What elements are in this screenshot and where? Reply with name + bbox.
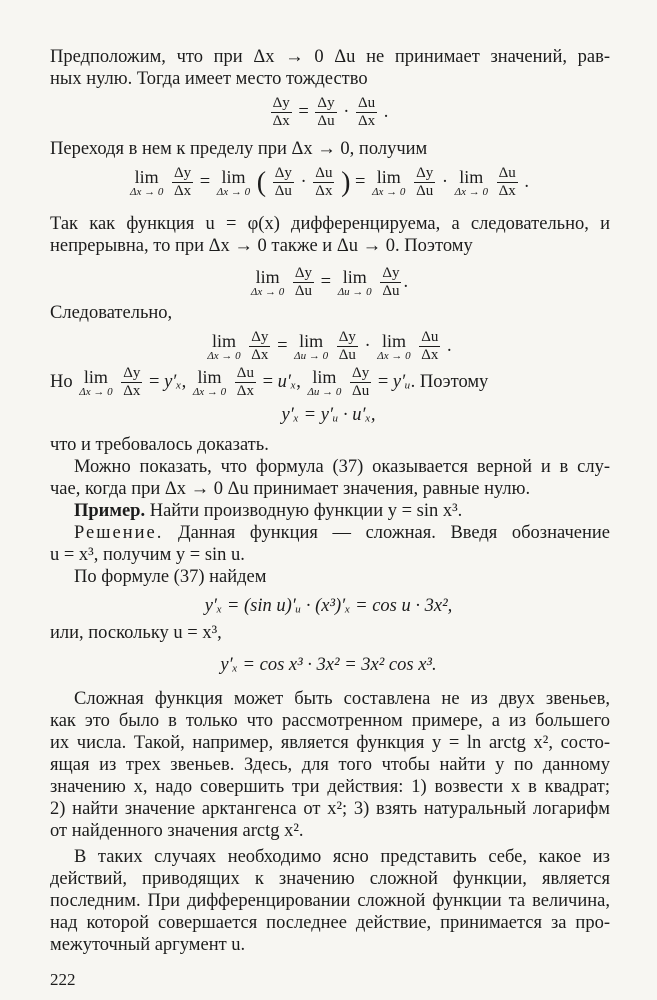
text-line: что и требовалось доказать.: [50, 435, 269, 455]
formula-derivative-2: y′ₓ = cos x³ · 3x² = 3x² cos x³.: [220, 655, 437, 675]
text-line: Можно показать, что формула (37) оказывается верной и в слу-: [74, 457, 610, 477]
text-line: значению x, надо совершить три действия: 1) возвести x в квадрат;: [50, 777, 610, 797]
text-line: По формуле (37) найдем: [74, 567, 267, 587]
formula-derivative-defs: Но lim Δx → 0 $\frac{\Delta y}{\Delta x}$ = y′ₓ, lim Δx → 0 $\frac{\Delta u}{\Delta x}$ = u′ₓ, lim Δu → 0 $\frac{\Delta y}{\Delta u}$ = y′ᵤ. Поэтому: [50, 365, 489, 400]
text-line: чае, когда при Δx → 0 Δu принимает значения, равные нулю.: [50, 479, 531, 499]
text-line: ящая из трех звеньев. Здесь, для того чтобы найти y по данному: [50, 755, 610, 775]
text-line: Предположим, что при Δx → 0 Δu не принимает значений, рав-: [50, 47, 610, 67]
text-line: Следовательно,: [50, 303, 173, 323]
text-line: действий, приводящих к значению сложной функции, является: [50, 869, 610, 889]
formula-limit-equal: lim Δx → 0 $\frac{\Delta y}{\Delta u}$ = lim Δu → 0 $\frac{\Delta y}{\Delta u}$ .: [250, 265, 409, 300]
text-line: 2) найти значение арктангенса от x²; 3) взять натуральный логарифм: [50, 799, 610, 819]
text-line: межуточный аргумент u.: [50, 935, 246, 955]
formula-derivative-1: y′ₓ = (sin u)′ᵤ · (x³)′ₓ = cos u · 3x²,: [204, 596, 453, 616]
solution-line: Решение. Данная функция — сложная. Введя обозначение: [74, 523, 611, 543]
text-line: Так как функция u = φ(x) дифференцируема, а следовательно, и: [50, 214, 610, 234]
text-line: В таких случаях необходимо ясно представить себе, какое из: [74, 847, 610, 867]
formula-limit-result: lim Δx → 0 $\frac{\Delta y}{\Delta x}$ = lim Δu → 0 $\frac{\Delta y}{\Delta u}$ · lim Δx → 0 $\frac{\Delta u}{\Delta x}$ .: [207, 329, 452, 364]
text-line: последним. При дифференцировании сложной функции та величина,: [50, 891, 610, 911]
text-line: Переходя в нем к пределу при Δx → 0, получим: [50, 139, 428, 159]
text-line: от найденного значения arctg x².: [50, 821, 304, 841]
formula-limit-product: lim Δx → 0 $\frac{\Delta y}{\Delta x}$ = lim Δx → 0 ( $\frac{\Delta y}{\Delta u}$ · $\frac{\Delta u}{\Delta x}$ ) = lim Δx → 0 $\frac{\Delta y}{\Delta u}$ · lim Δx → 0 $\frac{\Delta u}{\Delta x}$ .: [129, 165, 530, 200]
formula-chain-rule: y′ₓ = y′ᵤ · u′ₓ,: [281, 405, 376, 425]
text-line: или, поскольку u = x³,: [50, 623, 222, 643]
text-line: как это было в только что рассмотренном примере, а из большего: [50, 711, 610, 731]
text-line: ных нулю. Тогда имеет место тождество: [50, 69, 368, 89]
text-line: над которой совершается последнее действие, принимается за про-: [50, 913, 610, 933]
formula-identity: $\frac{\Delta y}{\Delta x}$ = $\frac{\Delta y}{\Delta u}$ · $\frac{\Delta u}{\Delta x}$ .: [272, 95, 389, 130]
text-line: u = x³, получим y = sin u.: [50, 545, 245, 565]
text-line: их числа. Такой, например, является функция y = ln arctg x², состо-: [50, 733, 610, 753]
text-line: Сложная функция может быть составлена не из двух звеньев,: [74, 689, 610, 709]
text-line: непрерывна, то при Δx → 0 также и Δu → 0. Поэтому: [50, 236, 473, 256]
page-number: 222: [50, 970, 76, 989]
example-heading: Пример. Найти производную функции y = sin x³.: [74, 501, 463, 521]
